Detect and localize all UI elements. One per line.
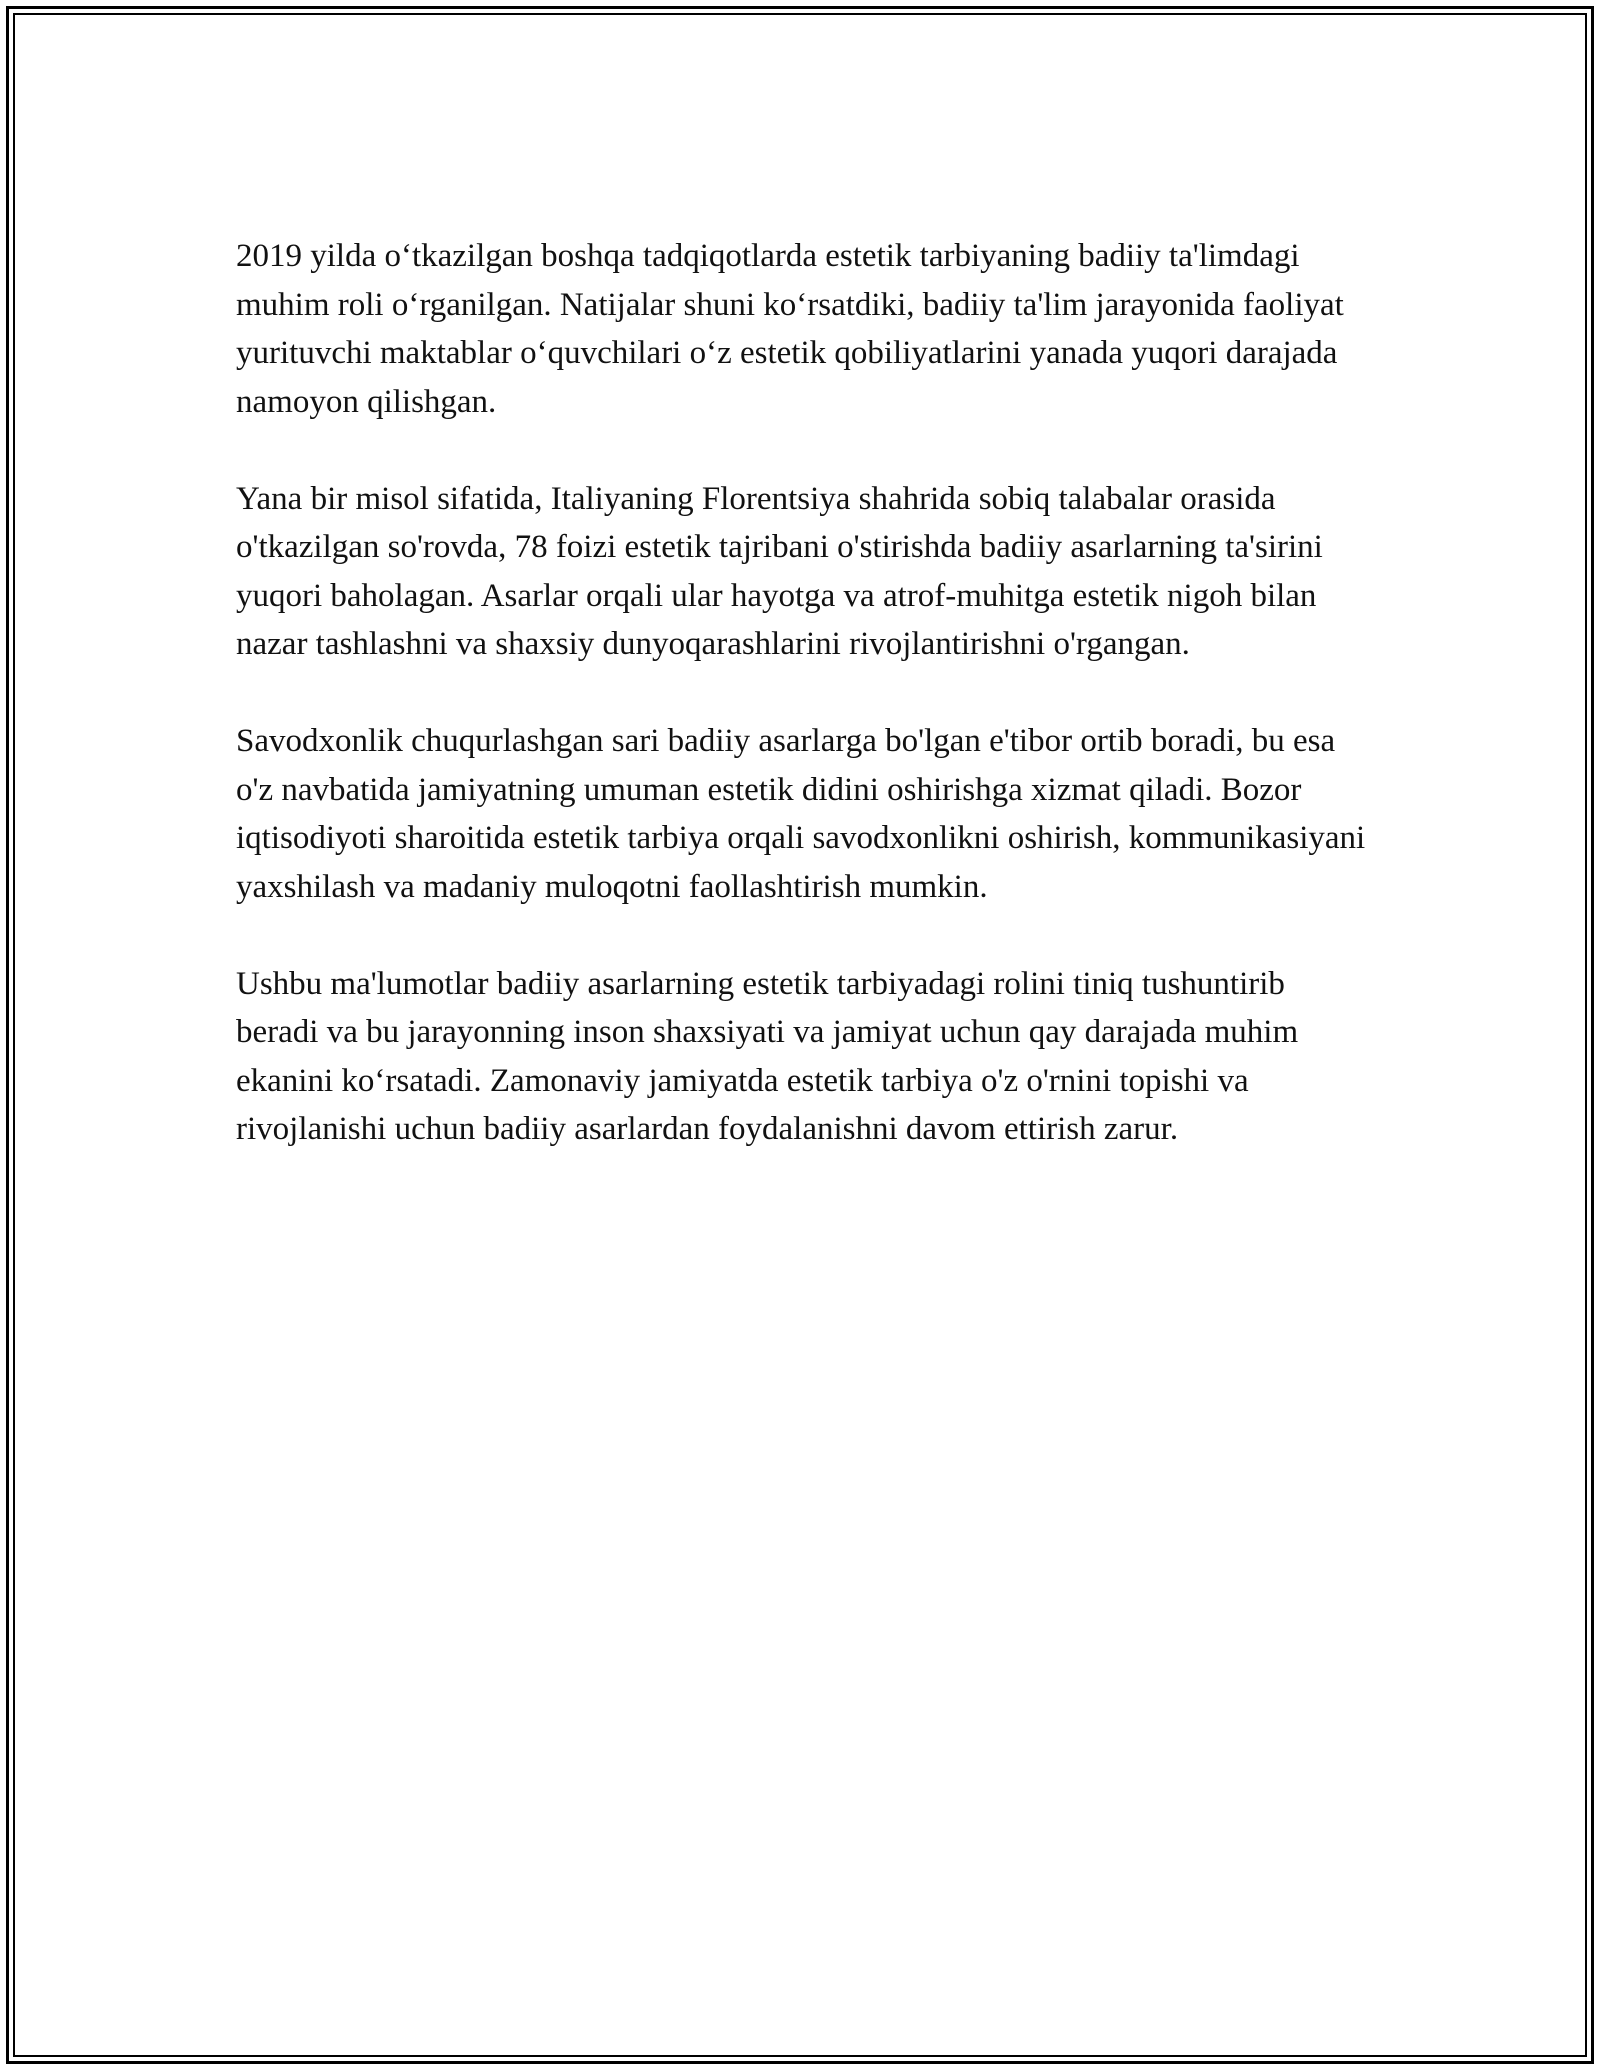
paragraph-3: Savodxonlik chuqurlashgan sari badiiy asarlarga bo'lgan e'tibor ortib boradi, bu esa o'z navbatida jamiyatning umuman estetik didini oshirishga xizmat qiladi. Bozor iqtisodiyoti sharoitida estetik tarbiya orqali savodxonlikni oshirish, kommunikasiyani yaxshilash va madaniy muloqotni faollashtirish mumkin. xyxy=(236,723,1366,905)
paragraph-1: 2019 yilda o‘tkazilgan boshqa tadqiqotlarda estetik tarbiyaning badiiy ta'limdagi muhim roli o‘rganilgan. Natijalar shuni ko‘rsatdiki, badiiy ta'lim jarayonida faoliyat yurituvchi maktablar o‘quvchilari o‘z estetik qobiliyatlarini yanada yuqori darajada namoyon qilishgan. xyxy=(236,238,1344,420)
document-body xyxy=(236,232,1366,1154)
paragraph-4: Ushbu ma'lumotlar badiiy asarlarning estetik tarbiyadagi rolini tiniq tushuntirib beradi va bu jarayonning inson shaxsiyati va jamiyat uchun qay darajada muhim ekanini ko‘rsatadi. Zamonaviy jamiyatda estetik tarbiya o'z o'rnini topishi va rivojlanishi uchun badiiy asarlardan foydalanishni davom ettirish zarur. xyxy=(236,965,1299,1147)
paragraph-2: Yana bir misol sifatida, Italiyaning Florentsiya shahrida sobiq talabalar orasida o'tkazilgan so'rovda, 78 foizi estetik tajribani o'stirishda badiiy asarlarning ta'sirini yuqori baholagan. Asarlar orqali ular hayotga va atrof-muhitga estetik nigoh bilan nazar tashlashni va shaxsiy dunyoqarashlarini rivojlantirishni o'rgangan. xyxy=(236,480,1323,662)
